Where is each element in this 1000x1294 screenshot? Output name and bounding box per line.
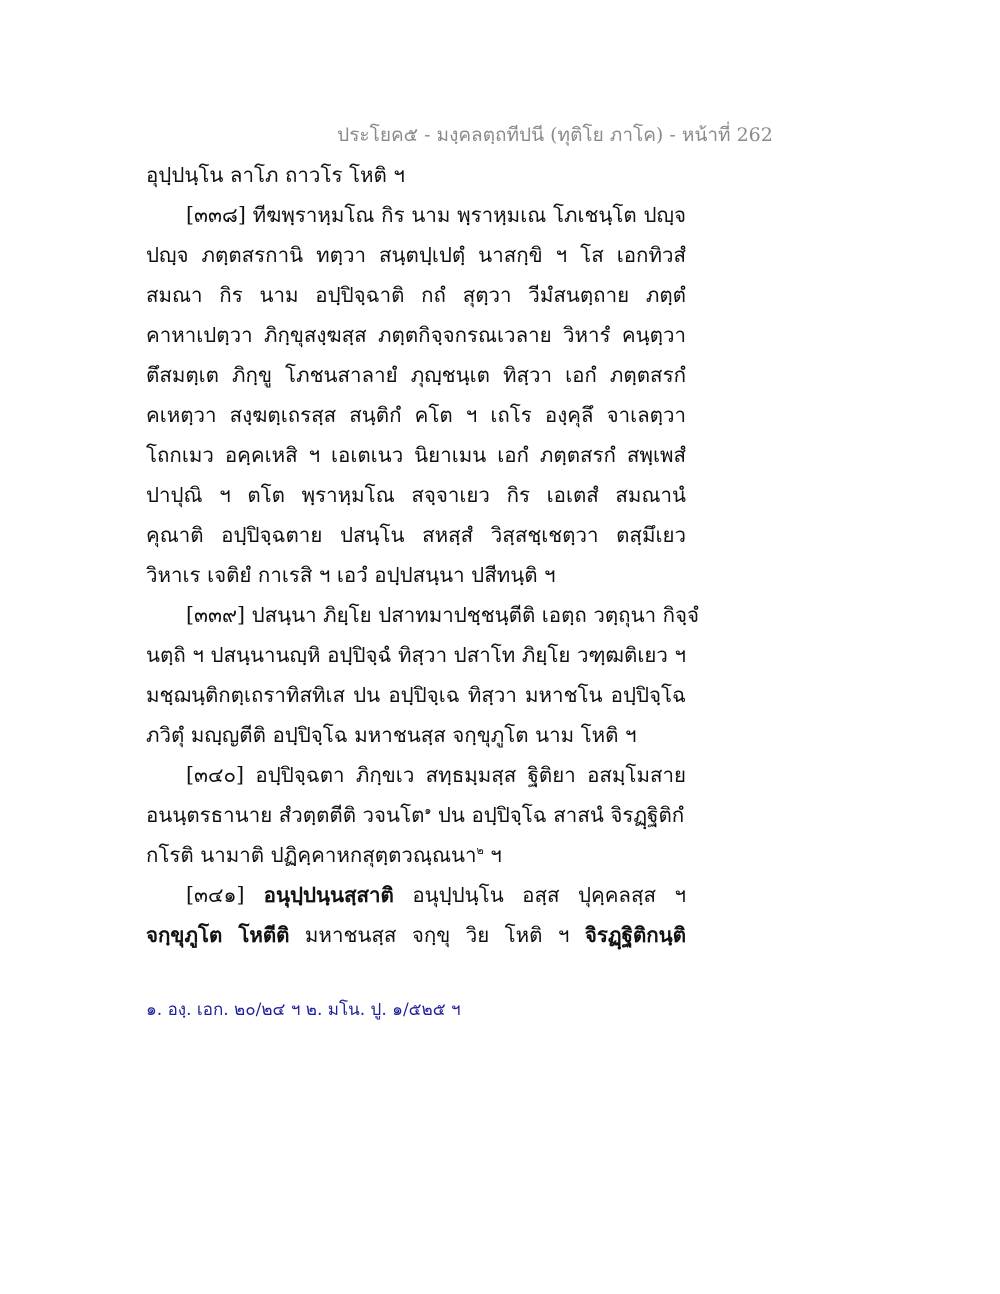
line-text: คเหตฺวา สงฺฆตฺเถรสฺส สนฺติกํ คโต ฯ เถโร องฺคุลึ จาเลตฺวา — [146, 403, 686, 427]
text-line — [146, 520, 686, 560]
text-line — [146, 280, 686, 320]
line-text: มชฺฌนฺติกตฺเถราทิสทิเส ปน อปฺปิจฺเฉ ทิสฺวา มหาชโน อปฺปิจฺโฉ — [146, 683, 686, 707]
line-text: ทีฆพฺราหฺมโณ กิร นาม พฺราหฺมเณ โภเชนฺโต ปญฺจ — [245, 203, 686, 227]
text-line — [146, 560, 686, 600]
text-line — [146, 640, 686, 680]
footnote-ref[interactable]: ๒ — [476, 844, 484, 858]
line-text: ปาปุณิ ฯ ตโต พฺราหฺมโณ สจฺจาเยว กิร เอเตสํ สมณานํ — [146, 483, 686, 507]
paragraph-number: [๓๓๙] — [186, 603, 246, 627]
paragraph-number: [๓๓๘] — [186, 203, 246, 227]
line-text: อนุปฺปนฺโน อสฺส ปุคฺคลสฺส ฯ — [393, 883, 686, 907]
text-line — [146, 320, 686, 360]
line-text: กโรติ นามาติ ปฏิคฺคาหกสุตฺตวณฺณนา — [146, 843, 477, 867]
line-text: อปฺปิจฺฉตา ภิกฺขเว สทฺธมฺมสฺส ฐิติยา อสมฺโมสาย — [244, 763, 686, 787]
line-text: ตึสมตฺเต ภิกฺขู โภชนสาลายํ ภุญฺชนฺเต ทิสฺวา เอกํ ภตฺตสรกํ — [146, 363, 686, 387]
line-text: ปสนฺนา ภิยฺโย ปสาทมาปชฺชนฺตีติ เอตฺถ วตฺถุนา กิจฺจํ — [245, 603, 700, 627]
text-line — [146, 160, 686, 200]
body-text — [146, 160, 700, 960]
line-text: สมณา กิร นาม อปฺปิจฺฉาติ กถํ สุตฺวา วีมํสนตฺถาย ภตฺตํ — [146, 283, 686, 307]
line-text: ปน อปฺปิจฺโฉ สาสนํ จิรฏฺฐิติกํ — [431, 803, 685, 827]
text-line — [146, 680, 686, 720]
paragraph-line — [146, 880, 686, 920]
footnote-ref[interactable]: ๑ — [424, 804, 432, 818]
line-text: ภวิตุํ มญฺญตีติ อปฺปิจฺโฉ มหาชนสฺส จกฺขุภูโต นาม โหติ ฯ — [146, 723, 637, 747]
line-text: มหาชนสฺส จกฺขุ วิย โหติ ฯ — [289, 923, 585, 947]
text-line — [146, 720, 686, 760]
text-line — [146, 800, 686, 840]
line-text: นตฺถิ ฯ ปสนฺนานญฺหิ อปฺปิจฺฉํ ทิสฺวา ปสาโท ภิยฺโย วฑฺฒติเยว ฯ — [146, 643, 686, 667]
line-text: ปญฺจ ภตฺตสรกานิ ทตฺวา สนฺตปฺเปตฺํ นาสกฺขิ ฯ โส เอกทิวสํ — [146, 243, 686, 267]
bold-term: อนุปฺปนฺนสฺสาติ — [244, 883, 394, 907]
text-line — [146, 920, 686, 960]
bold-term: จกฺขุภูโต โหตีติ — [146, 923, 290, 947]
paragraph-line — [146, 600, 700, 640]
text-line — [146, 480, 686, 520]
text-line — [146, 360, 686, 400]
line-text: ฯ — [483, 843, 502, 867]
text-line — [146, 840, 686, 880]
line-text: อนนฺตรธานาย สํวตฺตตีติ วจนโต — [146, 803, 425, 827]
line-text: โถกเมว อคฺคเหสิ ฯ เอเตเนว นิยาเมน เอกํ ภตฺตสรกํ สพฺเพสํ — [146, 443, 686, 467]
line-text: อุปฺปนฺโน ลาโภ ถาวโร โหติ ฯ — [146, 163, 405, 187]
text-line — [146, 440, 686, 480]
line-text: คุณาติ อปฺปิจฺฉตาย ปสนฺโน สหสฺสํ วิสฺสชฺเชตฺวา ตสฺมึเยว — [146, 523, 686, 547]
text-line — [146, 400, 686, 440]
footnote: ๑. องฺ. เอก. ๒๐/๒๔ ฯ ๒. มโน. ปู. ๑/๕๒๕ ฯ — [146, 1000, 461, 1020]
page-header: ประโยค๕ - มงฺคลตฺถทีปนี (ทุติโย ภาโค) - หน้าที่ 262 — [337, 124, 773, 146]
paragraph-line — [146, 200, 686, 240]
bold-term: จิรฏฺฐิติกนฺติ — [584, 923, 687, 947]
paragraph-line — [146, 760, 686, 800]
line-text: วิหาเร เจติยํ กาเรสิ ฯ เอวํ อปฺปสนฺนา ปสีทนฺติ ฯ — [146, 563, 556, 587]
paragraph-number: [๓๔๑] — [186, 883, 245, 907]
paragraph-number: [๓๔๐] — [186, 763, 245, 787]
line-text: คาหาเปตฺวา ภิกฺขุสงฺฆสฺส ภตฺตกิจฺจกรณเวลาย วิหารํ คนฺตฺวา — [146, 323, 686, 347]
text-line — [146, 240, 686, 280]
